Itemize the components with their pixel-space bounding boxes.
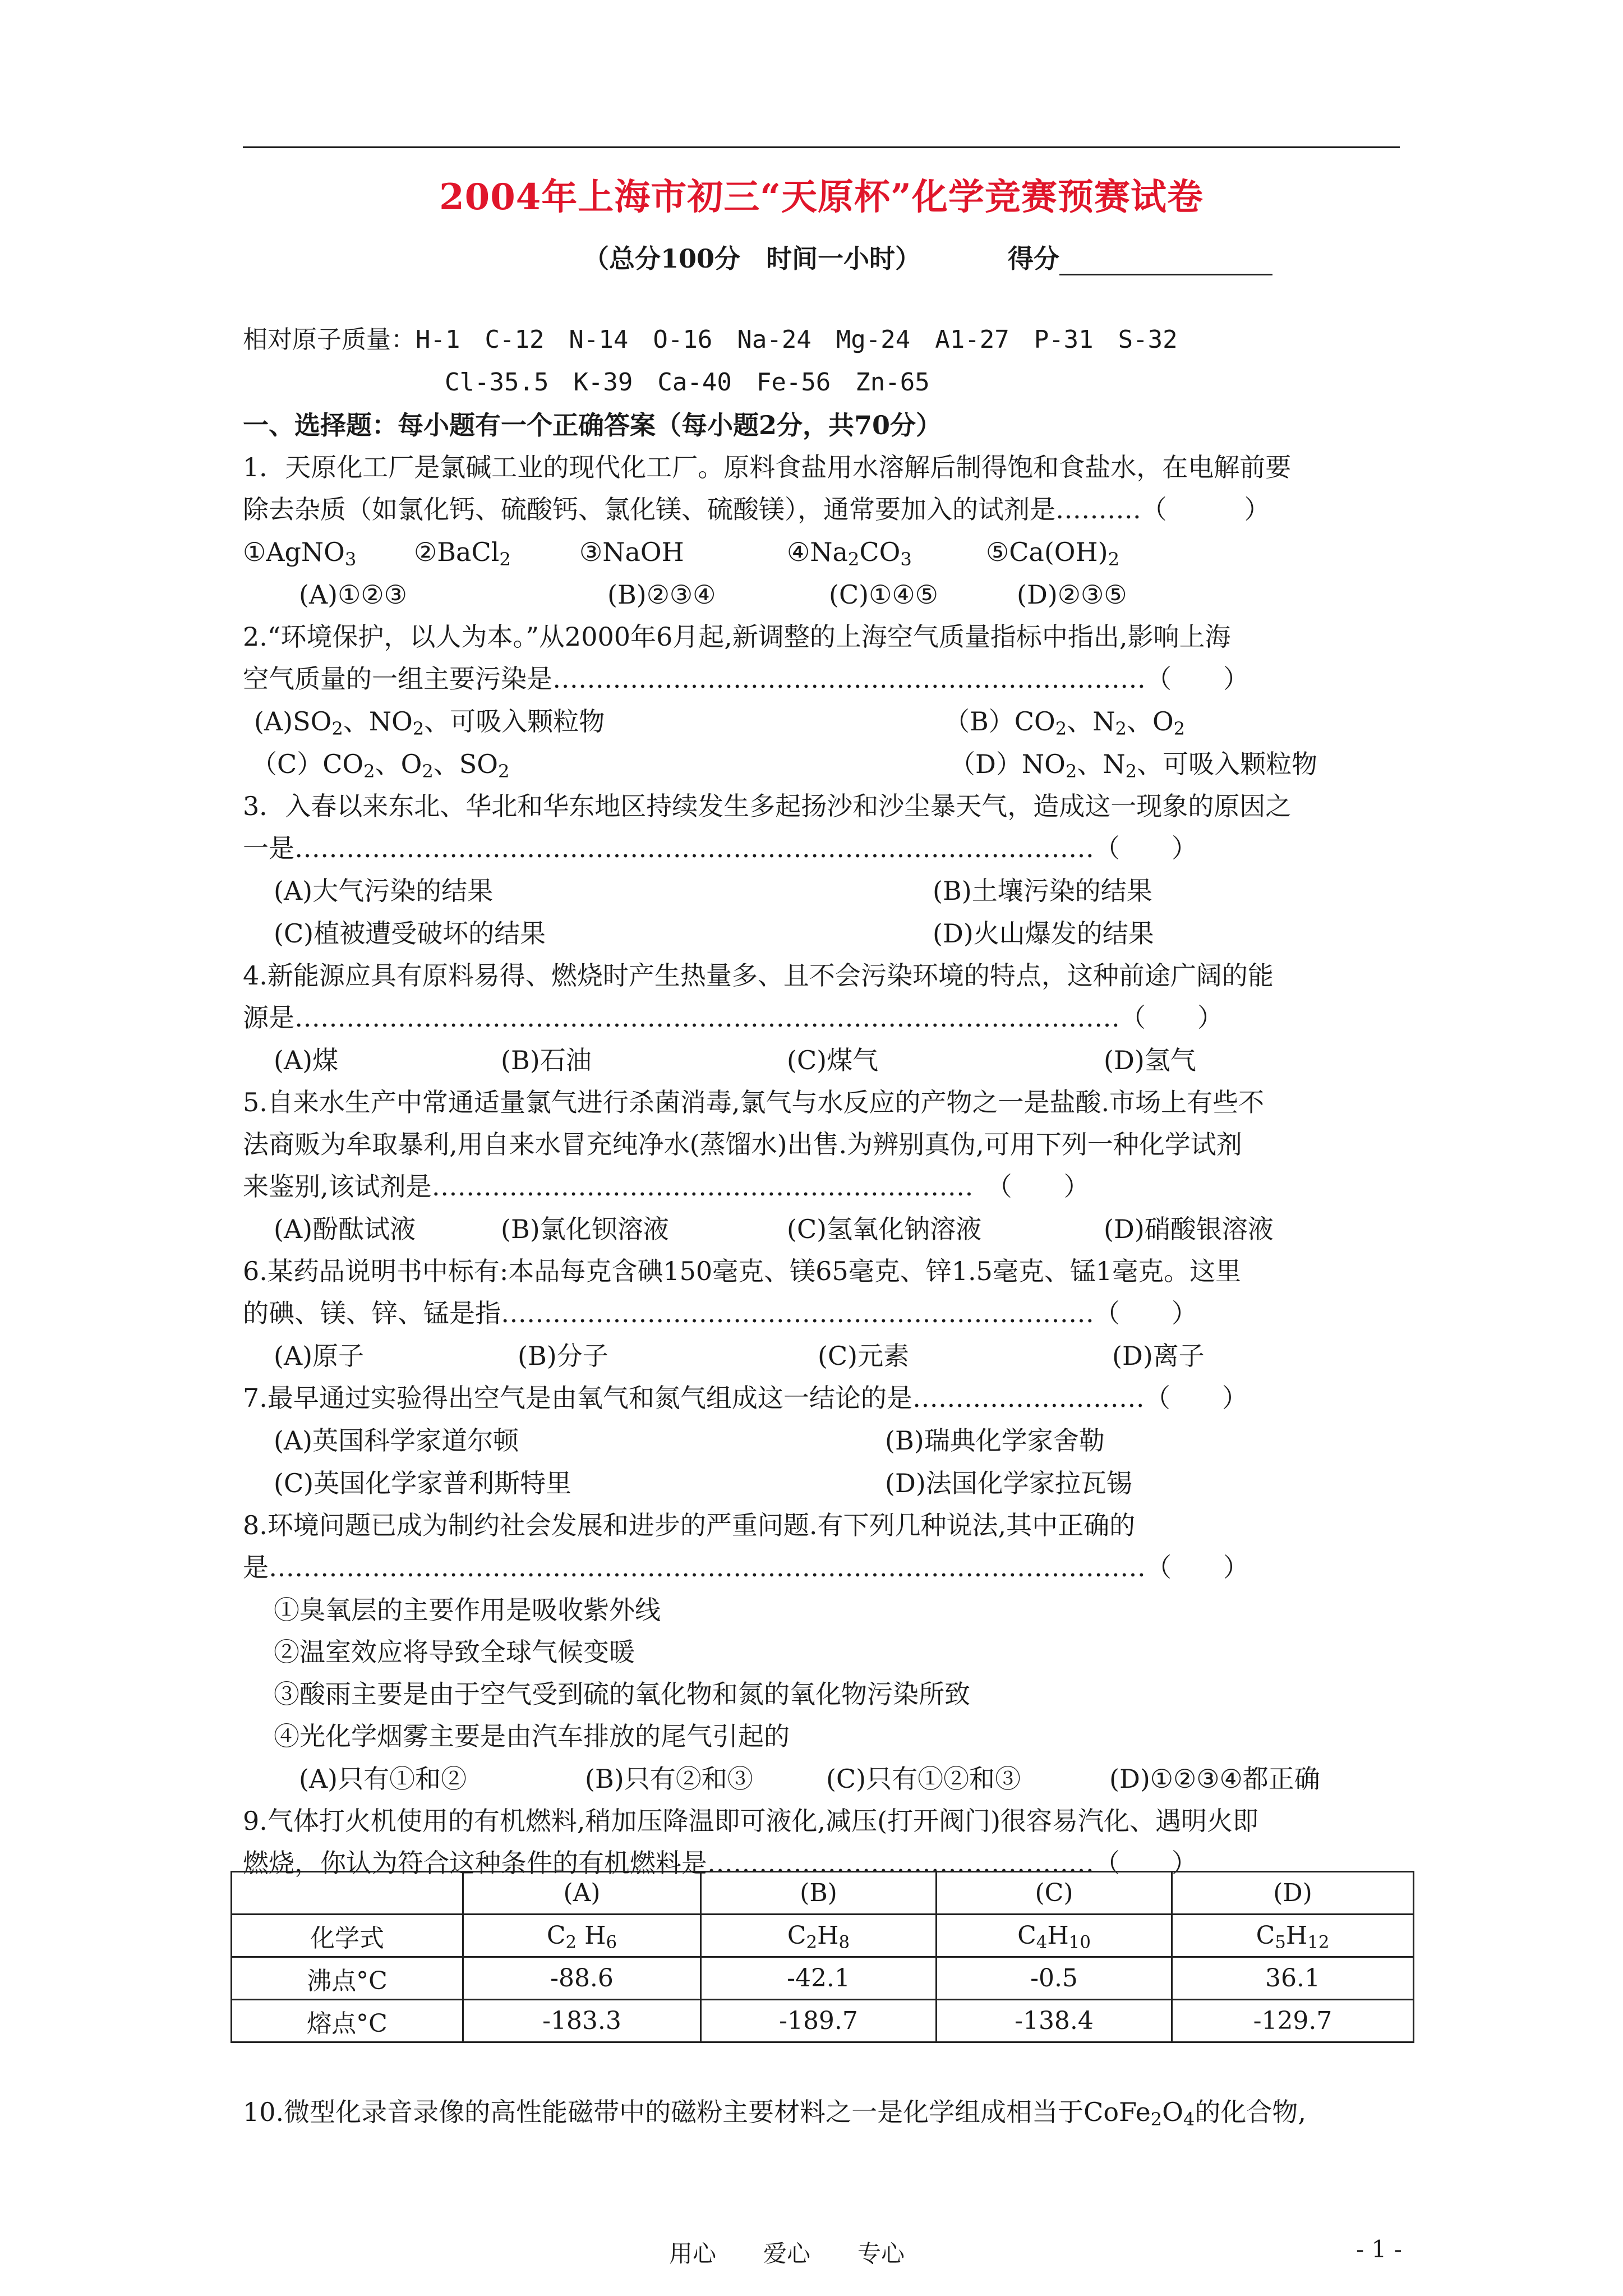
- table-cell: -183.3: [463, 2000, 701, 2042]
- q6-option-a: (A)原子: [274, 1341, 365, 1371]
- q6-option-d: (D)离子: [1112, 1341, 1205, 1371]
- q5-option-b: (B)氯化钡溶液: [501, 1214, 669, 1244]
- q8-line-1: 8.环境问题已成为制约社会发展和进步的严重问题.有下列几种说法,其中正确的: [243, 1510, 1136, 1540]
- q5-line-3: 来鉴别,该试剂是……………………………………………………… （ ）: [243, 1171, 1090, 1202]
- section-heading: 一、选择题：每小题有一个正确答案（每小题2分，共70分）: [243, 410, 942, 440]
- table-header-cell: (B): [701, 1872, 937, 1915]
- table-header-cell: [232, 1872, 463, 1915]
- q7-option-c: (C)英国化学家普利斯特里: [274, 1468, 572, 1498]
- q4-option-b: (B)石油: [501, 1045, 592, 1075]
- table-header-row: [232, 1872, 1414, 1915]
- row-label: 沸点°C: [232, 1957, 463, 2000]
- q7-option-d: (D)法国化学家拉瓦锡: [885, 1468, 1132, 1498]
- q1-option-c: (C)①④⑤: [829, 579, 938, 610]
- q9-line-1: 9.气体打火机使用的有机燃料,稍加压降温即可液化,减压(打开阀门)很容易汽化、遇明火即: [243, 1806, 1259, 1836]
- q1-option-d: (D)②③⑤: [1017, 579, 1127, 610]
- q8-option-d: (D)①②③④都正确: [1109, 1764, 1320, 1794]
- q8-option-c: (C)只有①②和③: [826, 1764, 1021, 1794]
- page-title: 2004年上海市初三“天原杯”化学竞赛预赛试卷: [439, 176, 1204, 218]
- table-cell: -42.1: [701, 1957, 937, 2000]
- table-cell: -88.6: [463, 1957, 701, 2000]
- q1-option-a: (A)①②③: [299, 579, 407, 610]
- top-rule: [243, 146, 1400, 148]
- q5-line-1: 5.自来水生产中常通适量氯气进行杀菌消毒,氯气与水反应的产物之一是盐酸.市场上有些不: [243, 1087, 1265, 1117]
- q4-line-1: 4.新能源应具有原料易得、燃烧时产生热量多、且不会污染环境的特点，这种前途广阔的能: [243, 960, 1274, 991]
- q3-option-b: (B)土壤污染的结果: [933, 876, 1152, 906]
- q4-option-a: (A)煤: [274, 1045, 339, 1075]
- q2-option-d: $(D)NO_2$、$N_2$、可吸入颗粒物: [949, 749, 1318, 783]
- q8-option-a: (A)只有①和②: [299, 1764, 467, 1794]
- footer-motto: 用心 爱心 专心: [669, 2240, 905, 2267]
- q3-line-1: 3．入春以来东北、华北和华东地区持续发生多起扬沙和沙尘暴天气，造成这一现象的原因之: [243, 791, 1292, 821]
- q8-statement-4: ④光化学烟雾主要是由汽车排放的尾气引起的: [274, 1721, 790, 1751]
- q1-reagent-1: ①AgNO$_3$: [243, 537, 357, 570]
- table-row-melting-point: [232, 2000, 1414, 2042]
- q6-option-b: (B)分子: [518, 1341, 608, 1371]
- q8-statement-2: ②温室效应将导致全球气候变暖: [274, 1637, 635, 1667]
- table-header-cell: (C): [937, 1872, 1172, 1915]
- table-header-cell: (D): [1172, 1872, 1414, 1915]
- table-cell: 36.1: [1172, 1957, 1414, 2000]
- q5-option-c: (C)氢氧化钠溶液: [787, 1214, 982, 1244]
- q1-reagent-2: ②BaCl$_2$: [414, 537, 511, 570]
- q7-line-1: 7.最早通过实验得出空气是由氧气和氮气组成这一结论的是………………………（ ）: [243, 1383, 1248, 1413]
- q8-statement-3: ③酸雨主要是由于空气受到硫的氧化物和氮的氧化物污染所致: [274, 1679, 970, 1709]
- q2-line-2: 空气质量的一组主要污染是……………………………………………………………（ ）: [243, 664, 1249, 694]
- q2-option-c: $(C)CO_2$、$O_2$、$SO_2$: [251, 749, 510, 783]
- fuel-properties-table: [230, 1871, 1414, 2043]
- q8-statement-1: ①臭氧层的主要作用是吸收紫外线: [274, 1595, 661, 1625]
- atomic-mass-line-1: 相对原子质量：H-1 C-12 N-14 O-16 Na-24 Mg-24 A1-27 P-31 S-32: [243, 325, 1178, 354]
- subtitle: （总分100分 时间一小时）: [583, 243, 921, 274]
- q1-reagent-4: $④Na_2CO_3$: [787, 537, 912, 570]
- q2-option-a: $(A)SO_2$、$NO_2$、可吸入颗粒物: [254, 706, 605, 740]
- score-label: 得分: [1008, 243, 1059, 274]
- row-label: 熔点°C: [232, 2000, 463, 2042]
- q10-line-1: 10.微型化录音录像的高性能磁带中的磁粉主要材料之一是化学组成相当于$CoFe_2O_4$的化合物,: [243, 2097, 1306, 2131]
- table-cell: -129.7: [1172, 2000, 1414, 2042]
- q2-line-1: 2.“环境保护，以人为本。”从2000年6月起,新调整的上海空气质量指标中指出,影响上海: [243, 622, 1231, 652]
- q1-reagent-5: $⑤Ca(OH)_2$: [986, 537, 1120, 570]
- q6-option-c: (C)元素: [818, 1341, 910, 1371]
- table-row-formula: [232, 1915, 1414, 1957]
- q5-option-d: (D)硝酸银溶液: [1104, 1214, 1274, 1244]
- q1-option-b: (B)②③④: [607, 579, 716, 610]
- q9-line-2: 燃烧，你认为符合这种条件的有机燃料是………………………………………（ ）: [243, 1848, 1197, 1878]
- q5-option-a: (A)酚酞试液: [274, 1214, 416, 1244]
- q6-line-1: 6.某药品说明书中标有:本品每克含碘150毫克、镁65毫克、锌1.5毫克、锰1毫克。这里: [243, 1256, 1242, 1286]
- q1-line-2: 除去杂质（如氯化钙、硫酸钙、氯化镁、硫酸镁），通常要加入的试剂是……….（ ）: [243, 494, 1270, 524]
- q3-option-c: (C)植被遭受破坏的结果: [274, 918, 546, 949]
- table-cell: -138.4: [937, 2000, 1172, 2042]
- atomic-mass-line-2: Cl-35.5 K-39 Ca-40 Fe-56 Zn-65: [445, 368, 930, 397]
- row-label: 化学式: [232, 1915, 463, 1957]
- q8-option-b: (B)只有②和③: [585, 1764, 753, 1794]
- formula-cell: $C_5H_{12}$: [1172, 1915, 1414, 1957]
- formula-cell: $C_2H_8$: [701, 1915, 937, 1957]
- q4-option-c: (C)煤气: [787, 1045, 879, 1075]
- table-cell: -189.7: [701, 2000, 937, 2042]
- q6-line-2: 的碘、镁、锌、锰是指……………………………………………………………（ ）: [243, 1298, 1197, 1328]
- table-header-cell: (A): [463, 1872, 701, 1915]
- q1-reagent-3: ③NaOH: [579, 537, 684, 567]
- q4-line-2: 源是……………………………………………………………………………………（ ）: [243, 1002, 1223, 1033]
- q7-option-a: (A)英国科学家道尔顿: [274, 1425, 519, 1456]
- q3-option-a: (A)大气污染的结果: [274, 876, 494, 906]
- q2-option-b: $(B)CO_2$、$N_2$、$O_2$: [944, 706, 1186, 740]
- score-field: [1008, 238, 1272, 275]
- score-blank: [1059, 247, 1272, 275]
- q4-option-d: (D)氢气: [1104, 1045, 1196, 1075]
- q1-line-1: 1．天原化工厂是氯碱工业的现代化工厂。原料食盐用水溶解后制得饱和食盐水，在电解前要: [243, 452, 1292, 482]
- formula-cell: $C_2$ $H_6$: [463, 1915, 701, 1957]
- page-number: - 1 -: [1356, 2235, 1402, 2263]
- q3-option-d: (D)火山爆发的结果: [933, 918, 1154, 949]
- q5-line-2: 法商贩为牟取暴利,用自来水冒充纯净水(蒸馏水)出售.为辨别真伪,可用下列一种化学试剂: [243, 1129, 1242, 1159]
- table-row-boiling-point: [232, 1957, 1414, 2000]
- q3-line-2: 一是…………………………………………………………………………………（ ）: [243, 833, 1197, 863]
- formula-cell: $C_4H_{10}$: [937, 1915, 1172, 1957]
- q7-option-b: (B)瑞典化学家舍勒: [885, 1425, 1105, 1456]
- table-cell: -0.5: [937, 1957, 1172, 2000]
- q8-line-2: 是…………………………………………………………………………………………（ ）: [243, 1552, 1249, 1582]
